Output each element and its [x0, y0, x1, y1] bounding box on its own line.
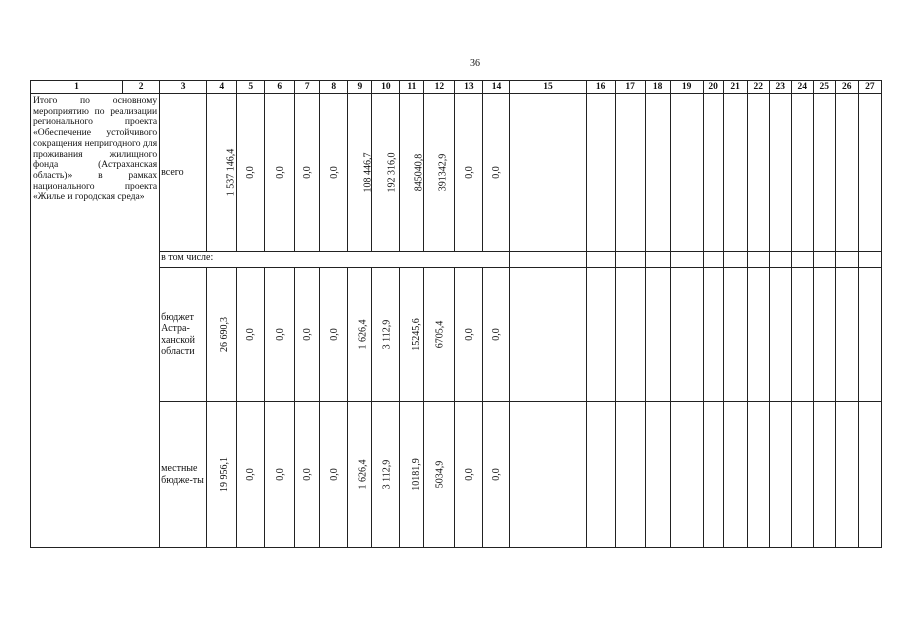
row-label: бюджет Астра-ханской области [160, 268, 207, 402]
value-text: 1 626,4 [357, 459, 369, 490]
column-header: 4 [207, 81, 237, 94]
column-header: 12 [424, 81, 455, 94]
empty-cell [723, 94, 747, 252]
column-header: 15 [510, 81, 586, 94]
column-header: 2 [123, 81, 160, 94]
column-header: 7 [295, 81, 320, 94]
empty-cell [670, 268, 703, 402]
value-cell [424, 402, 455, 548]
value-cell [455, 268, 483, 402]
empty-cell [769, 268, 791, 402]
empty-cell [645, 252, 670, 268]
column-header: 17 [615, 81, 645, 94]
column-header: 10 [372, 81, 400, 94]
empty-cell [670, 402, 703, 548]
value-text: 0,0 [328, 328, 340, 341]
value-text: 192 316,0 [386, 152, 398, 193]
value-text: 3 112,9 [381, 459, 393, 490]
empty-cell [703, 268, 723, 402]
value-cell [320, 268, 348, 402]
value-text: 0,0 [245, 166, 257, 179]
value-cell [237, 268, 265, 402]
value-text: 0,0 [301, 468, 313, 481]
empty-cell [747, 94, 769, 252]
value-text: 0,0 [274, 328, 286, 341]
budget-table [30, 80, 882, 548]
value-cell [320, 94, 348, 252]
value-text: 6705,4 [433, 320, 445, 349]
empty-cell [510, 268, 586, 402]
value-cell [265, 268, 295, 402]
value-cell [455, 402, 483, 548]
value-text: 0,0 [490, 328, 502, 341]
value-cell [295, 402, 320, 548]
value-text: 0,0 [463, 328, 475, 341]
empty-cell [791, 268, 813, 402]
value-text: 0,0 [301, 166, 313, 179]
value-text: 1 626,4 [357, 319, 369, 350]
empty-cell [723, 252, 747, 268]
value-cell [295, 268, 320, 402]
empty-cell [615, 252, 645, 268]
value-cell [400, 268, 424, 402]
value-cell [237, 402, 265, 548]
empty-cell [813, 94, 835, 252]
value-cell [372, 402, 400, 548]
value-text: 1 537 146,4 [225, 148, 237, 197]
value-cell [207, 268, 237, 402]
value-text: 26 690,3 [219, 317, 231, 352]
empty-cell [769, 402, 791, 548]
value-text: 0,0 [328, 166, 340, 179]
value-cell [400, 402, 424, 548]
column-header: 6 [265, 81, 295, 94]
empty-cell [858, 94, 881, 252]
empty-cell [835, 402, 858, 548]
value-text: 3 112,9 [381, 319, 393, 350]
empty-cell [510, 402, 586, 548]
row-label: всего [160, 94, 207, 252]
empty-cell [858, 402, 881, 548]
empty-cell [723, 402, 747, 548]
value-text: 845040,8 [413, 153, 425, 192]
value-cell [483, 402, 510, 548]
empty-cell [747, 268, 769, 402]
column-header: 21 [723, 81, 747, 94]
value-text: 15245,6 [411, 318, 423, 351]
value-cell [348, 268, 372, 402]
column-header: 16 [586, 81, 615, 94]
empty-cell [858, 252, 881, 268]
value-text: 108 446,7 [362, 152, 374, 193]
empty-cell [510, 252, 586, 268]
empty-cell [835, 268, 858, 402]
value-cell [455, 94, 483, 252]
empty-cell [615, 402, 645, 548]
empty-cell [645, 268, 670, 402]
value-text: 0,0 [301, 328, 313, 341]
column-header: 9 [348, 81, 372, 94]
column-header: 23 [769, 81, 791, 94]
value-cell [237, 94, 265, 252]
value-cell [424, 94, 455, 252]
empty-cell [670, 252, 703, 268]
value-text: 391342,9 [437, 153, 449, 192]
empty-cell [586, 268, 615, 402]
column-header: 25 [813, 81, 835, 94]
column-header: 14 [483, 81, 510, 94]
empty-cell [791, 252, 813, 268]
empty-cell [703, 252, 723, 268]
value-cell [372, 94, 400, 252]
empty-cell [835, 252, 858, 268]
empty-cell [703, 94, 723, 252]
empty-cell [586, 94, 615, 252]
value-text: 0,0 [490, 166, 502, 179]
column-header: 24 [791, 81, 813, 94]
empty-cell [813, 268, 835, 402]
row-label: местные бюдже-ты [160, 402, 207, 548]
empty-cell [835, 94, 858, 252]
value-text: 0,0 [274, 166, 286, 179]
value-cell [348, 94, 372, 252]
column-header: 3 [160, 81, 207, 94]
empty-cell [858, 268, 881, 402]
value-cell [348, 402, 372, 548]
empty-cell [586, 252, 615, 268]
subheader-label: в том числе: [160, 252, 510, 268]
value-text: 0,0 [245, 468, 257, 481]
value-cell [207, 94, 237, 252]
empty-cell [670, 94, 703, 252]
value-cell [207, 402, 237, 548]
value-cell [265, 94, 295, 252]
empty-cell [723, 268, 747, 402]
value-cell [372, 268, 400, 402]
empty-cell [747, 402, 769, 548]
column-header: 11 [400, 81, 424, 94]
empty-cell [615, 268, 645, 402]
column-header: 26 [835, 81, 858, 94]
value-text: 19 956,1 [219, 457, 231, 492]
empty-cell [747, 252, 769, 268]
value-cell [320, 402, 348, 548]
value-text: 0,0 [490, 468, 502, 481]
value-text: 0,0 [245, 328, 257, 341]
empty-cell [791, 94, 813, 252]
column-header: 8 [320, 81, 348, 94]
value-text: 10181,9 [411, 458, 423, 491]
column-header: 18 [645, 81, 670, 94]
empty-cell [791, 402, 813, 548]
column-header: 27 [858, 81, 881, 94]
value-cell [483, 94, 510, 252]
value-text: 0,0 [274, 468, 286, 481]
empty-cell [813, 402, 835, 548]
empty-cell [769, 252, 791, 268]
column-header: 22 [747, 81, 769, 94]
value-cell [424, 268, 455, 402]
value-text: 0,0 [463, 166, 475, 179]
empty-cell [645, 94, 670, 252]
empty-cell [813, 252, 835, 268]
value-cell [295, 94, 320, 252]
value-cell [400, 94, 424, 252]
value-text: 0,0 [463, 468, 475, 481]
column-header: 13 [455, 81, 483, 94]
value-text: 0,0 [328, 468, 340, 481]
table-row [31, 94, 882, 252]
empty-cell [645, 402, 670, 548]
empty-cell [586, 402, 615, 548]
value-cell [483, 268, 510, 402]
value-cell [265, 402, 295, 548]
column-header: 19 [670, 81, 703, 94]
header-row [31, 81, 882, 94]
empty-cell [769, 94, 791, 252]
column-header: 5 [237, 81, 265, 94]
page-number: 36 [470, 58, 480, 69]
empty-cell [615, 94, 645, 252]
empty-cell [510, 94, 586, 252]
value-text: 5034,9 [433, 460, 445, 489]
empty-cell [703, 402, 723, 548]
measure-description: Итого по основному мероприятию по реализации регионального проекта «Обеспечение устойчивого сокращения непригодного для проживания жилищного фонда (Астраханская область)» в рамках национального проекта «Жилье и городская среда» [31, 94, 160, 548]
column-header: 1 [31, 81, 123, 94]
column-header: 20 [703, 81, 723, 94]
